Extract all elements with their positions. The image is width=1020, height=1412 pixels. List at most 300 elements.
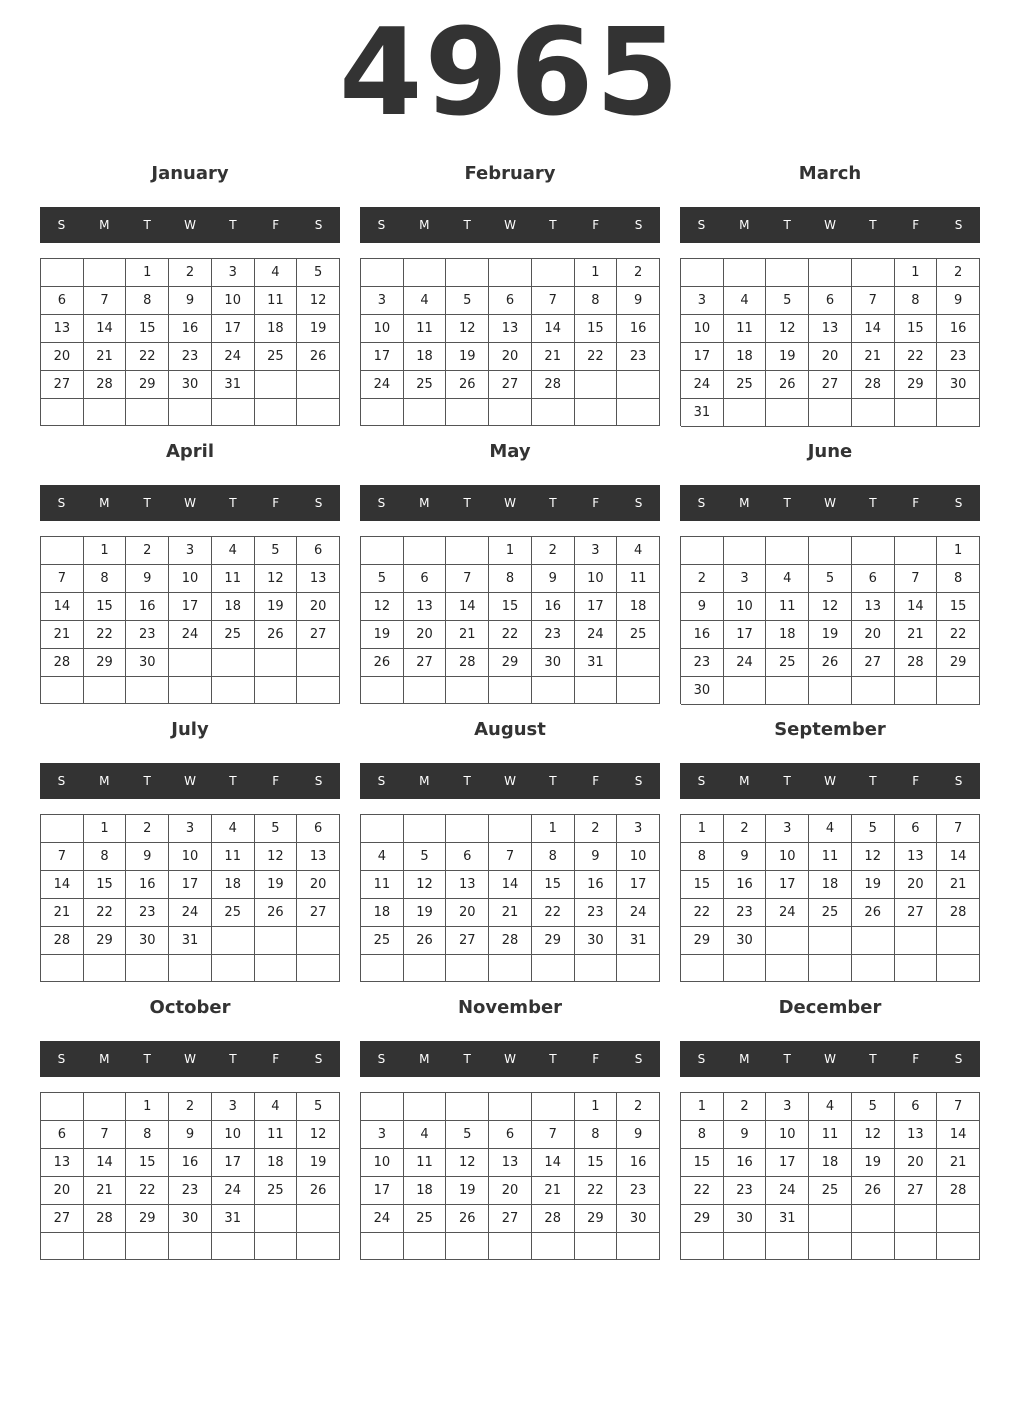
empty-day-cell bbox=[212, 1233, 255, 1260]
day-cell: 28 bbox=[852, 371, 895, 399]
day-cell: 26 bbox=[809, 649, 852, 677]
day-cell: 2 bbox=[169, 1093, 212, 1121]
day-cell: 2 bbox=[681, 565, 724, 593]
day-cell: 20 bbox=[895, 1149, 938, 1177]
day-cell: 15 bbox=[681, 1149, 724, 1177]
month-name: October bbox=[149, 997, 231, 1018]
empty-day-cell bbox=[575, 371, 618, 399]
empty-day-cell bbox=[809, 677, 852, 705]
empty-day-cell bbox=[681, 1233, 724, 1260]
weekday-label: S bbox=[697, 1052, 706, 1066]
day-cell: 5 bbox=[297, 1093, 340, 1121]
weekday-label: T bbox=[143, 218, 151, 232]
empty-day-cell bbox=[766, 399, 809, 427]
day-cell: 13 bbox=[489, 315, 532, 343]
day-cell: 20 bbox=[809, 343, 852, 371]
day-cell: 17 bbox=[617, 871, 660, 899]
day-cell: 10 bbox=[724, 593, 767, 621]
day-cell: 10 bbox=[766, 1121, 809, 1149]
empty-day-cell bbox=[766, 677, 809, 705]
empty-day-cell bbox=[404, 259, 447, 287]
empty-day-cell bbox=[404, 815, 447, 843]
day-cell: 4 bbox=[766, 565, 809, 593]
weekday-label: T bbox=[783, 496, 791, 510]
day-cell: 16 bbox=[169, 315, 212, 343]
day-cell: 20 bbox=[404, 621, 447, 649]
day-cell: 11 bbox=[724, 315, 767, 343]
day-cell: 22 bbox=[575, 1177, 618, 1205]
day-cell: 5 bbox=[446, 287, 489, 315]
empty-day-cell bbox=[617, 1233, 660, 1260]
day-cell: 25 bbox=[617, 621, 660, 649]
day-cell: 25 bbox=[212, 899, 255, 927]
weekday-label: W bbox=[504, 1052, 516, 1066]
weekday-label: W bbox=[184, 496, 196, 510]
day-cell: 29 bbox=[895, 371, 938, 399]
day-cell: 21 bbox=[895, 621, 938, 649]
day-cell: 27 bbox=[852, 649, 895, 677]
day-cell: 17 bbox=[169, 871, 212, 899]
day-cell: 21 bbox=[937, 1149, 980, 1177]
day-cell: 25 bbox=[212, 621, 255, 649]
day-cell: 12 bbox=[446, 315, 489, 343]
day-cell: 23 bbox=[126, 621, 169, 649]
day-cell: 23 bbox=[617, 343, 660, 371]
day-cell: 26 bbox=[361, 649, 404, 677]
weekday-label: T bbox=[549, 496, 557, 510]
day-cell: 30 bbox=[617, 1205, 660, 1233]
day-cell: 20 bbox=[489, 1177, 532, 1205]
empty-day-cell bbox=[297, 677, 340, 704]
day-cell: 26 bbox=[297, 1177, 340, 1205]
day-cell: 28 bbox=[532, 1205, 575, 1233]
empty-day-cell bbox=[617, 955, 660, 982]
day-cell: 13 bbox=[41, 1149, 84, 1177]
day-cell: 5 bbox=[852, 1093, 895, 1121]
day-cell: 18 bbox=[724, 343, 767, 371]
day-grid bbox=[40, 536, 340, 704]
empty-day-cell bbox=[575, 955, 618, 982]
day-cell: 10 bbox=[169, 565, 212, 593]
day-cell: 16 bbox=[575, 871, 618, 899]
empty-day-cell bbox=[404, 955, 447, 982]
day-cell: 7 bbox=[489, 843, 532, 871]
weekday-header bbox=[360, 207, 660, 243]
weekday-label: F bbox=[912, 218, 920, 232]
day-cell: 10 bbox=[681, 315, 724, 343]
weekday-label: T bbox=[869, 496, 877, 510]
empty-day-cell bbox=[852, 259, 895, 287]
empty-day-cell bbox=[852, 927, 895, 955]
day-cell: 18 bbox=[255, 315, 298, 343]
weekday-label: T bbox=[549, 774, 557, 788]
day-cell: 6 bbox=[809, 287, 852, 315]
empty-day-cell bbox=[489, 1093, 532, 1121]
day-cell: 19 bbox=[852, 1149, 895, 1177]
day-cell: 16 bbox=[126, 593, 169, 621]
day-cell: 3 bbox=[575, 537, 618, 565]
empty-day-cell bbox=[212, 677, 255, 704]
empty-day-cell bbox=[895, 927, 938, 955]
day-cell: 22 bbox=[681, 899, 724, 927]
day-cell: 20 bbox=[41, 343, 84, 371]
day-cell: 4 bbox=[809, 815, 852, 843]
day-cell: 28 bbox=[895, 649, 938, 677]
empty-day-cell bbox=[446, 1093, 489, 1121]
day-cell: 6 bbox=[489, 1121, 532, 1149]
empty-day-cell bbox=[532, 955, 575, 982]
empty-day-cell bbox=[852, 1233, 895, 1260]
month-october bbox=[40, 994, 340, 1264]
day-cell: 22 bbox=[575, 343, 618, 371]
empty-day-cell bbox=[41, 677, 84, 704]
empty-day-cell bbox=[575, 1233, 618, 1260]
day-cell: 3 bbox=[212, 1093, 255, 1121]
day-cell: 7 bbox=[532, 1121, 575, 1149]
empty-day-cell bbox=[681, 259, 724, 287]
empty-day-cell bbox=[766, 537, 809, 565]
weekday-label: W bbox=[824, 1052, 836, 1066]
empty-day-cell bbox=[404, 1233, 447, 1260]
day-cell: 9 bbox=[937, 287, 980, 315]
weekday-label: W bbox=[184, 774, 196, 788]
empty-day-cell bbox=[255, 1233, 298, 1260]
weekday-label: S bbox=[377, 496, 386, 510]
day-cell: 21 bbox=[41, 899, 84, 927]
weekday-header bbox=[40, 1041, 340, 1077]
day-cell: 11 bbox=[212, 843, 255, 871]
day-cell: 31 bbox=[212, 1205, 255, 1233]
day-cell: 1 bbox=[489, 537, 532, 565]
day-cell: 11 bbox=[766, 593, 809, 621]
day-cell: 16 bbox=[169, 1149, 212, 1177]
month-name: May bbox=[489, 441, 531, 462]
day-cell: 29 bbox=[575, 1205, 618, 1233]
day-cell: 12 bbox=[297, 287, 340, 315]
day-cell: 3 bbox=[169, 815, 212, 843]
day-cell: 17 bbox=[169, 593, 212, 621]
weekday-label: M bbox=[99, 218, 110, 232]
weekday-label: S bbox=[377, 218, 386, 232]
day-cell: 13 bbox=[404, 593, 447, 621]
day-cell: 4 bbox=[212, 815, 255, 843]
empty-day-cell bbox=[41, 1233, 84, 1260]
empty-day-cell bbox=[212, 955, 255, 982]
day-cell: 14 bbox=[532, 1149, 575, 1177]
day-cell: 30 bbox=[126, 927, 169, 955]
day-cell: 8 bbox=[532, 843, 575, 871]
day-cell: 5 bbox=[255, 537, 298, 565]
day-cell: 1 bbox=[575, 259, 618, 287]
weekday-label: W bbox=[504, 774, 516, 788]
day-cell: 24 bbox=[169, 621, 212, 649]
day-cell: 3 bbox=[766, 1093, 809, 1121]
day-cell: 24 bbox=[724, 649, 767, 677]
day-cell: 26 bbox=[255, 621, 298, 649]
empty-day-cell bbox=[446, 537, 489, 565]
empty-day-cell bbox=[404, 399, 447, 426]
empty-day-cell bbox=[84, 259, 127, 287]
day-cell: 19 bbox=[446, 1177, 489, 1205]
weekday-label: S bbox=[697, 774, 706, 788]
day-cell: 4 bbox=[212, 537, 255, 565]
day-cell: 7 bbox=[41, 843, 84, 871]
weekday-label: M bbox=[739, 1052, 750, 1066]
empty-day-cell bbox=[361, 815, 404, 843]
empty-day-cell bbox=[681, 955, 724, 982]
day-cell: 21 bbox=[41, 621, 84, 649]
day-cell: 15 bbox=[895, 315, 938, 343]
day-cell: 6 bbox=[895, 815, 938, 843]
day-cell: 24 bbox=[169, 899, 212, 927]
day-cell: 5 bbox=[361, 565, 404, 593]
day-cell: 14 bbox=[532, 315, 575, 343]
day-cell: 1 bbox=[895, 259, 938, 287]
month-name: April bbox=[165, 441, 215, 462]
day-cell: 9 bbox=[575, 843, 618, 871]
day-cell: 2 bbox=[126, 537, 169, 565]
day-cell: 13 bbox=[297, 843, 340, 871]
weekday-label: T bbox=[143, 1052, 151, 1066]
weekday-label: S bbox=[314, 496, 323, 510]
day-cell: 10 bbox=[361, 315, 404, 343]
day-cell: 22 bbox=[84, 621, 127, 649]
empty-day-cell bbox=[446, 955, 489, 982]
day-cell: 1 bbox=[532, 815, 575, 843]
month-name: June bbox=[807, 441, 853, 462]
weekday-label: S bbox=[954, 774, 963, 788]
empty-day-cell bbox=[895, 399, 938, 427]
empty-day-cell bbox=[532, 1093, 575, 1121]
empty-day-cell bbox=[169, 1233, 212, 1260]
day-cell: 8 bbox=[489, 565, 532, 593]
day-cell: 7 bbox=[84, 1121, 127, 1149]
day-cell: 1 bbox=[681, 815, 724, 843]
day-cell: 3 bbox=[617, 815, 660, 843]
day-cell: 22 bbox=[126, 343, 169, 371]
empty-day-cell bbox=[489, 815, 532, 843]
weekday-label: M bbox=[739, 218, 750, 232]
empty-day-cell bbox=[169, 677, 212, 704]
day-cell: 28 bbox=[937, 899, 980, 927]
day-cell: 9 bbox=[617, 287, 660, 315]
day-cell: 18 bbox=[766, 621, 809, 649]
day-cell: 12 bbox=[255, 843, 298, 871]
day-cell: 24 bbox=[361, 371, 404, 399]
empty-day-cell bbox=[446, 677, 489, 704]
empty-day-cell bbox=[255, 677, 298, 704]
day-cell: 8 bbox=[84, 843, 127, 871]
weekday-label: T bbox=[229, 496, 237, 510]
day-cell: 25 bbox=[766, 649, 809, 677]
day-cell: 16 bbox=[724, 871, 767, 899]
day-cell: 14 bbox=[84, 315, 127, 343]
day-cell: 1 bbox=[575, 1093, 618, 1121]
day-cell: 18 bbox=[404, 343, 447, 371]
day-cell: 20 bbox=[852, 621, 895, 649]
day-cell: 29 bbox=[681, 927, 724, 955]
day-cell: 1 bbox=[84, 815, 127, 843]
day-cell: 16 bbox=[617, 315, 660, 343]
empty-day-cell bbox=[852, 1205, 895, 1233]
day-cell: 22 bbox=[84, 899, 127, 927]
day-cell: 16 bbox=[617, 1149, 660, 1177]
day-cell: 9 bbox=[169, 1121, 212, 1149]
day-cell: 21 bbox=[937, 871, 980, 899]
day-cell: 28 bbox=[41, 649, 84, 677]
empty-day-cell bbox=[41, 537, 84, 565]
weekday-label: T bbox=[463, 218, 471, 232]
day-cell: 29 bbox=[489, 649, 532, 677]
day-cell: 30 bbox=[169, 371, 212, 399]
day-cell: 2 bbox=[575, 815, 618, 843]
day-cell: 14 bbox=[41, 593, 84, 621]
day-cell: 29 bbox=[937, 649, 980, 677]
day-cell: 23 bbox=[126, 899, 169, 927]
day-cell: 12 bbox=[297, 1121, 340, 1149]
day-cell: 7 bbox=[937, 815, 980, 843]
day-grid bbox=[360, 814, 660, 982]
empty-day-cell bbox=[169, 399, 212, 426]
day-cell: 19 bbox=[297, 315, 340, 343]
day-cell: 8 bbox=[937, 565, 980, 593]
day-cell: 30 bbox=[724, 927, 767, 955]
day-cell: 26 bbox=[852, 899, 895, 927]
day-cell: 10 bbox=[361, 1149, 404, 1177]
day-cell: 21 bbox=[446, 621, 489, 649]
day-cell: 11 bbox=[212, 565, 255, 593]
day-cell: 23 bbox=[937, 343, 980, 371]
day-cell: 8 bbox=[575, 1121, 618, 1149]
day-cell: 13 bbox=[489, 1149, 532, 1177]
weekday-label: W bbox=[504, 496, 516, 510]
empty-day-cell bbox=[724, 399, 767, 427]
weekday-label: F bbox=[592, 496, 600, 510]
empty-day-cell bbox=[41, 955, 84, 982]
empty-day-cell bbox=[255, 955, 298, 982]
day-cell: 29 bbox=[532, 927, 575, 955]
weekday-label: M bbox=[739, 774, 750, 788]
day-cell: 26 bbox=[446, 371, 489, 399]
weekday-header bbox=[360, 763, 660, 799]
empty-day-cell bbox=[937, 677, 980, 705]
day-cell: 16 bbox=[681, 621, 724, 649]
day-cell: 9 bbox=[126, 565, 169, 593]
weekday-label: S bbox=[634, 774, 643, 788]
weekday-label: S bbox=[57, 1052, 66, 1066]
weekday-header bbox=[360, 485, 660, 521]
day-cell: 24 bbox=[212, 1177, 255, 1205]
empty-day-cell bbox=[809, 955, 852, 982]
day-cell: 8 bbox=[84, 565, 127, 593]
empty-day-cell bbox=[255, 399, 298, 426]
weekday-header bbox=[680, 763, 980, 799]
day-cell: 4 bbox=[404, 1121, 447, 1149]
weekday-label: T bbox=[463, 1052, 471, 1066]
day-cell: 20 bbox=[446, 899, 489, 927]
day-cell: 4 bbox=[255, 259, 298, 287]
day-cell: 26 bbox=[297, 343, 340, 371]
empty-day-cell bbox=[617, 371, 660, 399]
empty-day-cell bbox=[532, 259, 575, 287]
weekday-header bbox=[360, 1041, 660, 1077]
empty-day-cell bbox=[532, 677, 575, 704]
day-cell: 14 bbox=[41, 871, 84, 899]
day-cell: 15 bbox=[126, 315, 169, 343]
day-cell: 10 bbox=[617, 843, 660, 871]
weekday-label: M bbox=[419, 1052, 430, 1066]
empty-day-cell bbox=[809, 399, 852, 427]
empty-day-cell bbox=[895, 1233, 938, 1260]
day-cell: 5 bbox=[766, 287, 809, 315]
empty-day-cell bbox=[41, 259, 84, 287]
weekday-label: F bbox=[592, 218, 600, 232]
day-cell: 18 bbox=[617, 593, 660, 621]
day-cell: 3 bbox=[361, 287, 404, 315]
empty-day-cell bbox=[681, 537, 724, 565]
day-cell: 7 bbox=[852, 287, 895, 315]
day-cell: 6 bbox=[852, 565, 895, 593]
day-cell: 15 bbox=[575, 1149, 618, 1177]
day-cell: 29 bbox=[126, 371, 169, 399]
weekday-label: T bbox=[869, 774, 877, 788]
day-cell: 3 bbox=[169, 537, 212, 565]
empty-day-cell bbox=[361, 537, 404, 565]
day-cell: 24 bbox=[361, 1205, 404, 1233]
empty-day-cell bbox=[446, 815, 489, 843]
day-cell: 12 bbox=[404, 871, 447, 899]
day-cell: 9 bbox=[724, 1121, 767, 1149]
day-grid bbox=[680, 536, 980, 704]
day-cell: 12 bbox=[255, 565, 298, 593]
day-cell: 18 bbox=[212, 593, 255, 621]
day-cell: 7 bbox=[895, 565, 938, 593]
day-cell: 29 bbox=[84, 649, 127, 677]
day-cell: 18 bbox=[809, 871, 852, 899]
day-cell: 5 bbox=[809, 565, 852, 593]
day-cell: 5 bbox=[255, 815, 298, 843]
empty-day-cell bbox=[41, 1093, 84, 1121]
empty-day-cell bbox=[724, 677, 767, 705]
empty-day-cell bbox=[724, 955, 767, 982]
empty-day-cell bbox=[809, 1233, 852, 1260]
day-cell: 9 bbox=[724, 843, 767, 871]
day-cell: 13 bbox=[446, 871, 489, 899]
weekday-label: S bbox=[954, 218, 963, 232]
day-cell: 29 bbox=[681, 1205, 724, 1233]
day-cell: 5 bbox=[297, 259, 340, 287]
empty-day-cell bbox=[575, 399, 618, 426]
month-december bbox=[680, 994, 980, 1264]
day-cell: 1 bbox=[126, 1093, 169, 1121]
month-name: February bbox=[464, 163, 556, 184]
weekday-label: F bbox=[592, 774, 600, 788]
day-cell: 6 bbox=[446, 843, 489, 871]
empty-day-cell bbox=[255, 1205, 298, 1233]
day-grid bbox=[680, 258, 980, 426]
weekday-label: S bbox=[314, 774, 323, 788]
month-name: March bbox=[798, 163, 862, 184]
day-cell: 11 bbox=[361, 871, 404, 899]
day-cell: 26 bbox=[852, 1177, 895, 1205]
weekday-label: F bbox=[912, 1052, 920, 1066]
day-cell: 14 bbox=[489, 871, 532, 899]
weekday-label: S bbox=[634, 496, 643, 510]
day-cell: 22 bbox=[937, 621, 980, 649]
weekday-label: S bbox=[697, 218, 706, 232]
day-grid bbox=[40, 814, 340, 982]
month-may bbox=[360, 438, 660, 708]
